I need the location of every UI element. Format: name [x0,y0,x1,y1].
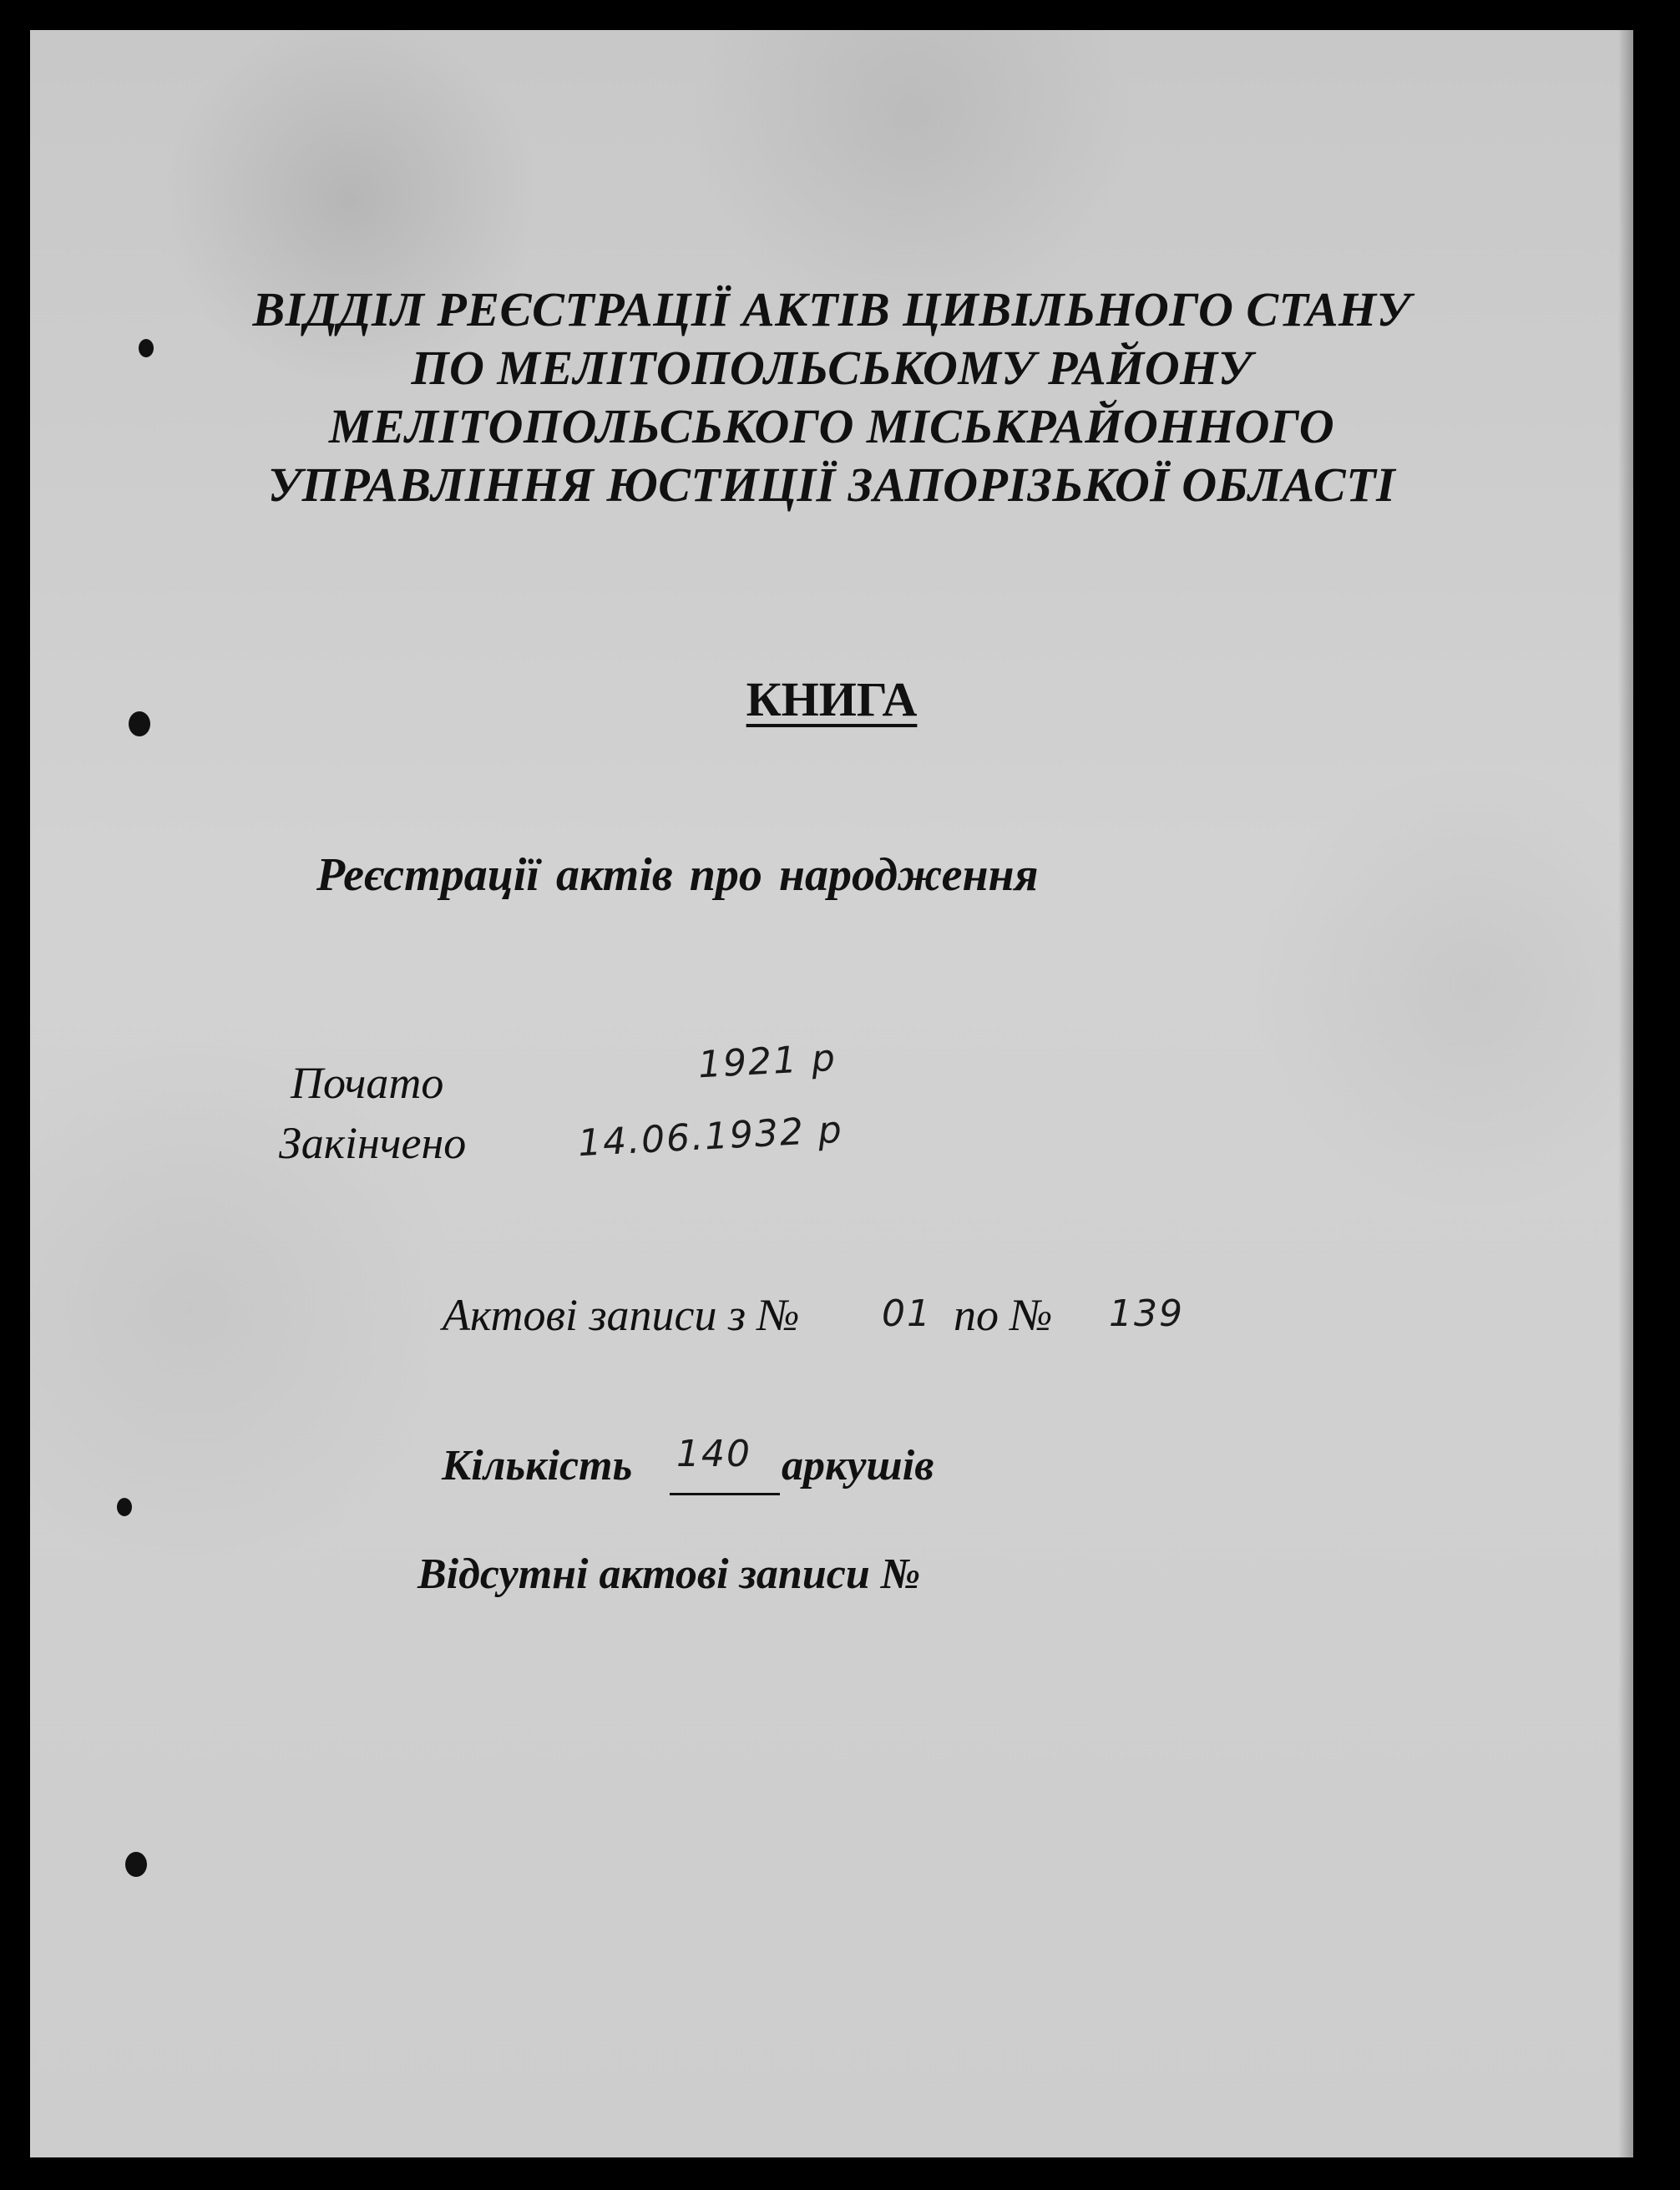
ended-value: 14.06.1932 р [576,1108,844,1166]
heading-line-4: УПРАВЛІННЯ ЮСТИЦІЇ ЗАПОРІЗЬКОЇ ОБЛАСТІ [267,458,1396,512]
count-underline [670,1493,780,1495]
document-page [30,30,1633,2157]
records-to-value: 139 [1109,1292,1184,1335]
count-value: 140 [676,1433,751,1475]
records-from-value: 01 [882,1292,932,1335]
count-suffix: аркушів [782,1442,934,1490]
punch-hole [125,1852,147,1877]
started-label: Почато [291,1058,444,1108]
records-prefix: Актові записи з № [443,1290,800,1340]
punch-hole [117,1498,132,1516]
book-subtitle: Реєстрації актів про народження [316,849,1039,901]
ended-label: Закінчено [279,1118,467,1168]
heading-line-3: МЕЛІТОПОЛЬСЬКОГО МІСЬКРАЙОННОГО [328,399,1335,453]
department-heading [30,281,1633,514]
count-prefix: Кількість [442,1442,633,1490]
records-middle: по № [954,1290,1053,1340]
started-value: 1921 р [696,1036,838,1087]
missing-records-label: Відсутні актові записи № [417,1550,921,1598]
heading-line-2: ПО МЕЛІТОПОЛЬСЬКОМУ РАЙОНУ [411,341,1252,395]
book-title: КНИГА [746,672,918,726]
heading-line-1: ВІДДІЛ РЕЄСТРАЦІЇ АКТІВ ЦИВІЛЬНОГО СТАНУ [252,282,1411,336]
